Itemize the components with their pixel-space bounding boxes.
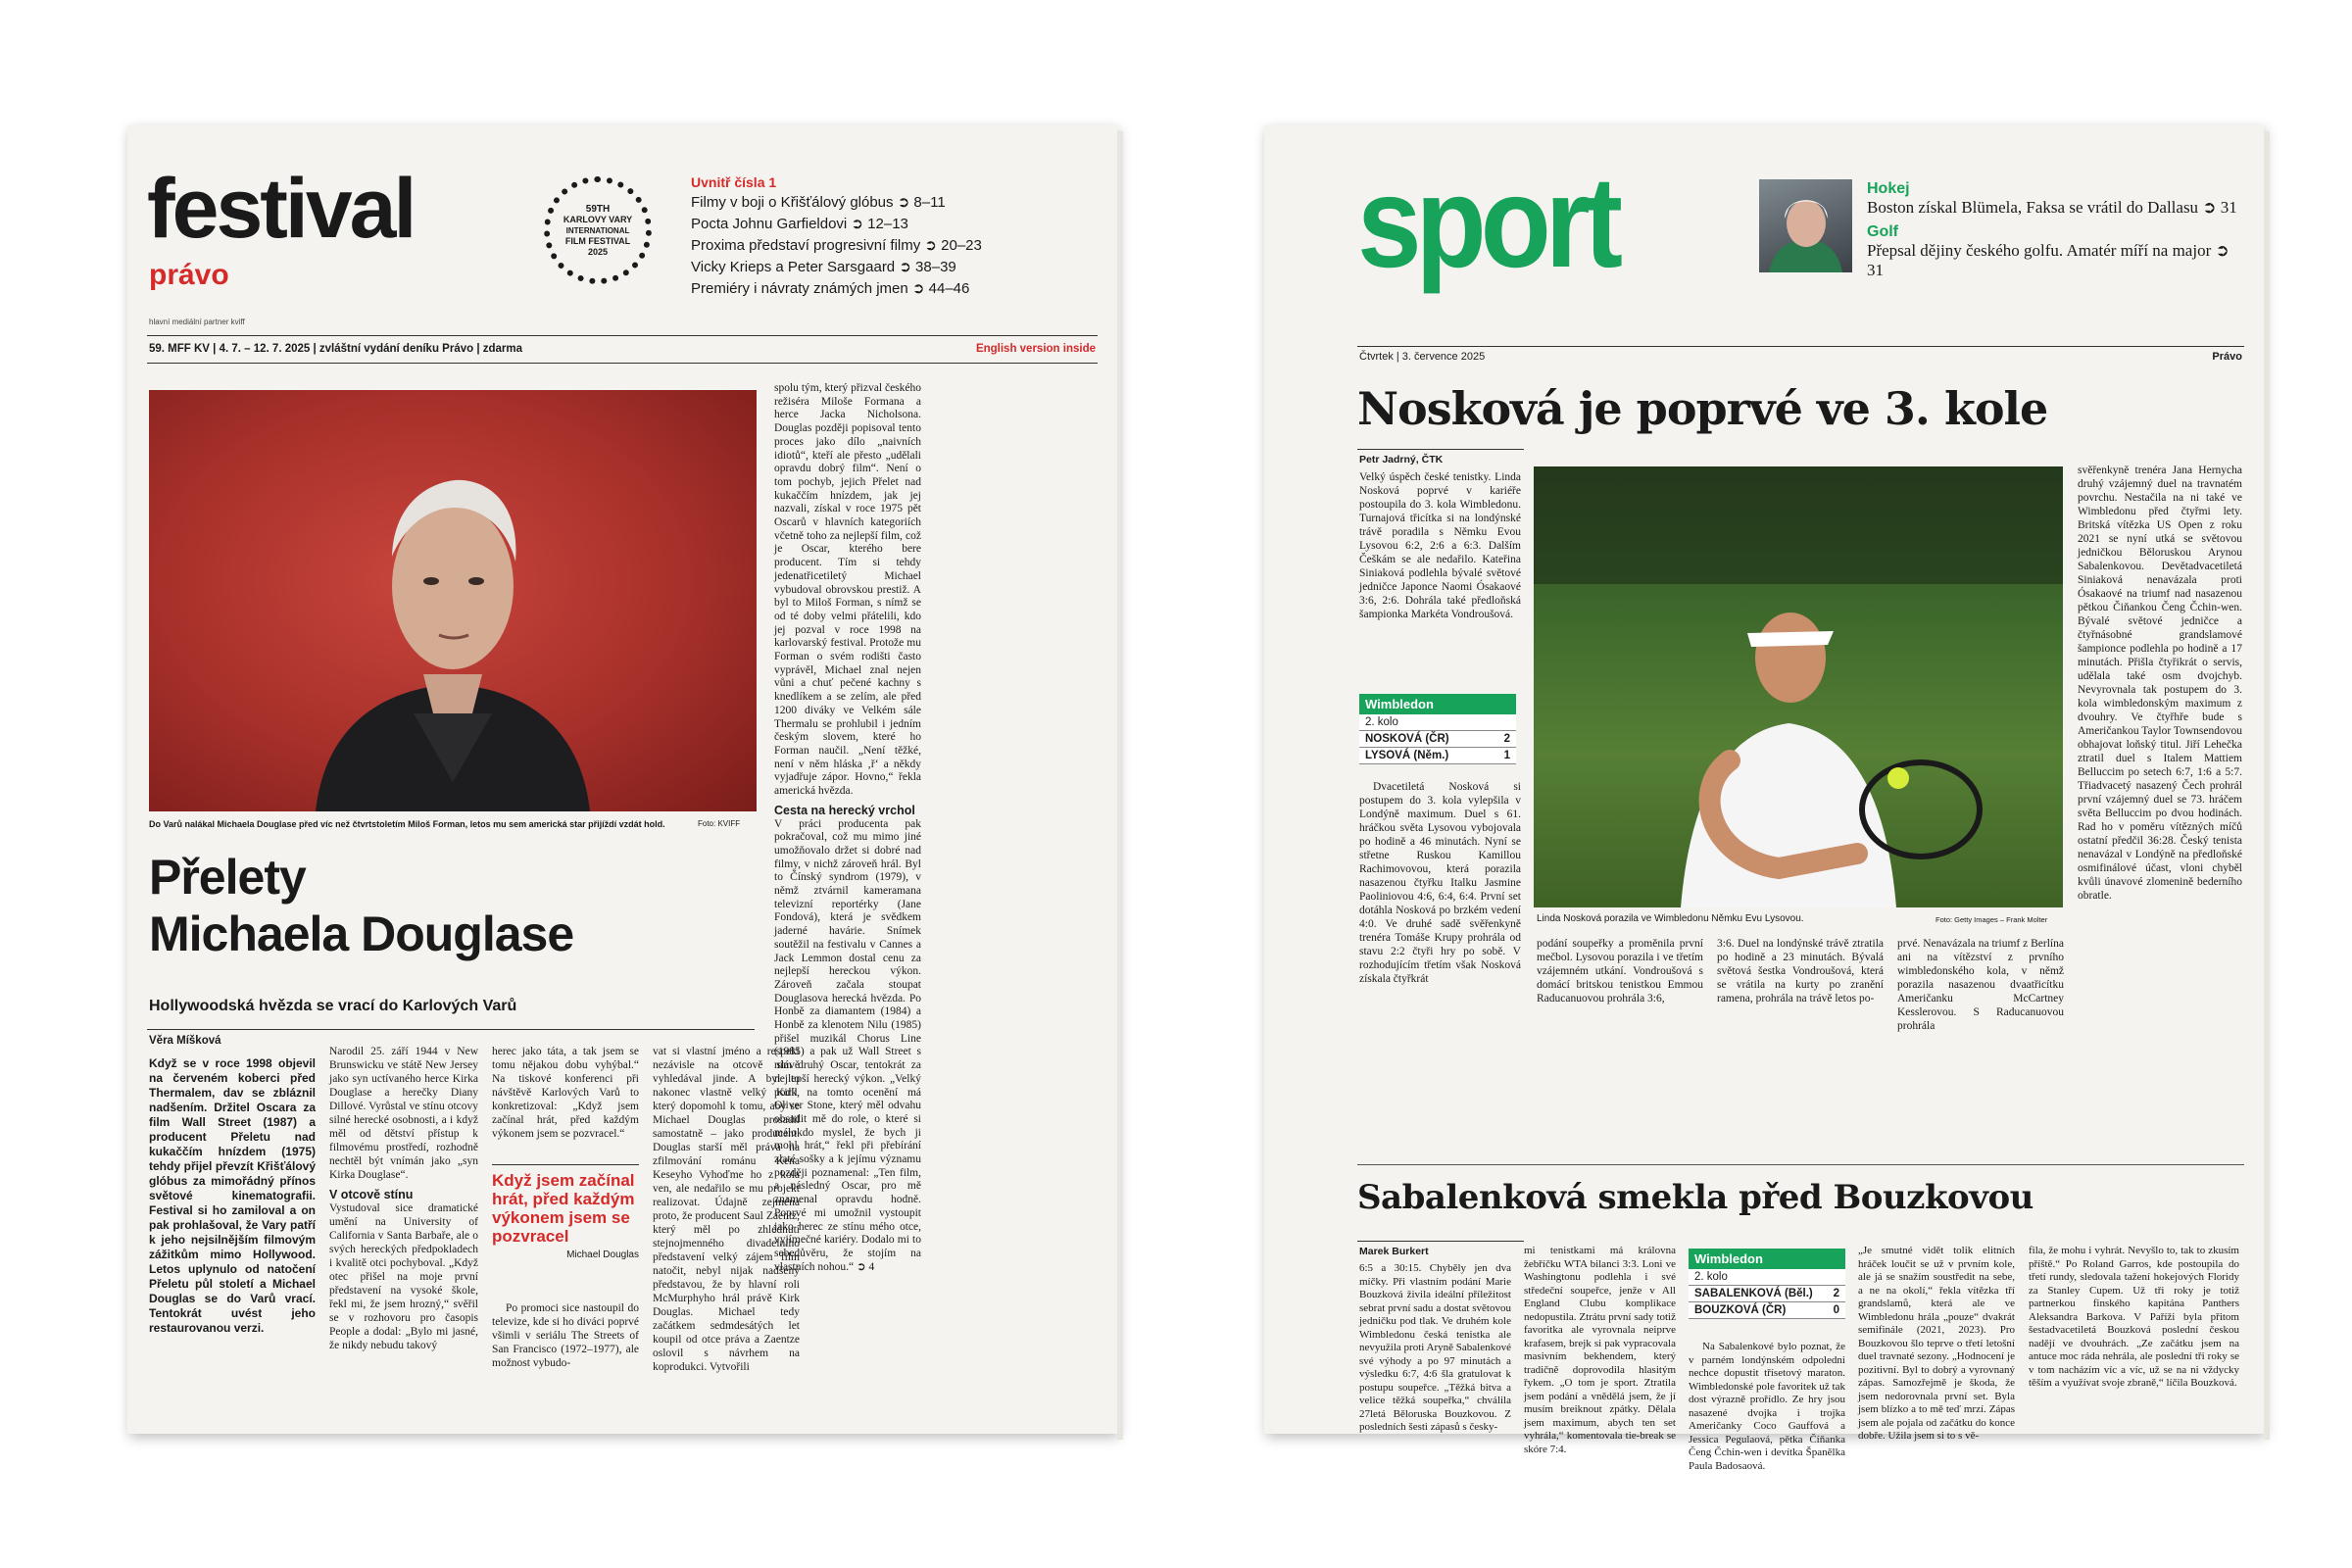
toc-item[interactable]: Pocta Johnu Garfieldovi ➲ 12–13: [691, 216, 908, 232]
photo-credit: Foto: KVIFF: [698, 819, 741, 828]
paragraph: V práci producenta pak pokračoval, což mu mimo jiné umožňovalo držet si dobré nad filmy, v nichž zároveň hrál. Byl to Čínský syndrom (1979), v němž ztvárnil kameramana televizní reportérky (Jane Fondová), která je svědkem jaderné havárie. Snímek soutěžil na festivalu v Cannes a Jack Lemmon dostal cenu za nejlepší hereckou výkon. Zároveň začala stoupat Douglasova herecká hvězda. Po Honbě za diamantem (1984) a Honbě za klenotem Nilu (1985) přišel muzikál Chorus Line (1985) a pak už Wall Street s ním druhý Oscar, tentokrát za nejlepší herecký výkon. „Velký podíl na tomto ocenění má Oliver Stone, který měl odvahu obsadit mě do role, o které si málokdo myslel, že bych ji mohl hrát,“ řekl při přebírání zlaté sošky a k jejímu významu později poznamenal: „Ten film, a následný Oscar, pro mě znamenal opravdu hodně. Poprvé mi umožnil vystoupit jako herec ze stínu mého otce, vyjímečné kariéry. Dodalo mi to sebedůvěru, že stojím na vlastních nohou.“ ➲ 4: [774, 817, 921, 1273]
paragraph: vat si vlastní jméno a respekt nezávisle na otcově slávě vyhledával jinde. A byl to nakonec vlastně velký Kirk, který dopomohl k tomu, aby se Michael Douglas prosadil samostatně – jako producent. Douglas starší měl práva na zfilmování románu Kena Keseyho Vyhoďme ho z kola ven, ale nedařilo se mu projekt realizovat. Údajně zejména proto, že producent Saul Zaentz, který měl po zhlédnutí stejnojmenného divadelního představení velký zájem film natočit, nebyl nijak nadšený představou, že by hlavní roli McMurphyho hrál právě Kirk Douglas. Michael tedy začátkem sedmdesátých let koupil od otce práva a Zaentze oslovil s návrhem na koprodukci. Vytvořili: [653, 1046, 800, 1373]
article-column-3: [492, 1045, 639, 1141]
article2-column-2: [1524, 1245, 1676, 1456]
result-row: LYSOVÁ (Něm.) 1: [1359, 748, 1516, 764]
english-version-link[interactable]: English version inside: [975, 343, 1096, 355]
column-a: [1537, 937, 1703, 1005]
paragraph: Narodil 25. září 1944 v New Brunswicku ve státě New Jersey jako syn uctívaného herce Kirka Douglase a herečky Diany Dillové. Vyrůstal ve stínu otcovy silné herecké osobnosti, a i když měl od dětství přístup k filmovému prostředí, rozhodně nechtěl být vnímán jako „syn Kirka Douglase“.: [329, 1046, 478, 1181]
badge-line: 2025: [587, 246, 609, 257]
badge-line: INTERNATIONAL: [565, 225, 630, 235]
result-row: NOSKOVÁ (ČR) 2: [1359, 731, 1516, 748]
subheading: V otcově stínu: [329, 1188, 414, 1201]
paragraph: Dvacetiletá Nosková si postupem do 3. kola vylepšila v Londýně maximum. Duel s 61. hráčkou světa Lysovou vybojovala po hodině a 46 minutách. Nyní se střetne Ruskou Kamillou Rachimovovou, která porazila nasazenou čtyřku Italku Jasmine Paoliniovou 4:6, 6:4, 6:4. První set dotáhla Nosková po brzkém vedení 4:0. Ve druhé sadě svěřenkyně trenéra Tomáše Krupy prohrála od stavu 2:2 čtyři hry po sobě. V rozhodujícím třetím však Nosková získala čtyřkrát: [1359, 781, 1521, 985]
headline-line-1: Přelety: [149, 850, 306, 905]
hockey-player-illustration: [1759, 179, 1852, 272]
toc: [691, 172, 1102, 300]
paragraph: Po promoci sice nastoupil do televize, kde si ho diváci poprvé všimli v seriálu The Streets of San Francisco (1972–1977), ale možnost vybudo-: [492, 1302, 639, 1369]
article-lead: [149, 1056, 316, 1336]
douglas-photo: [149, 390, 757, 811]
pravo-brand: právo: [149, 259, 229, 291]
teasers: [1867, 180, 2239, 280]
paragraph: mi tenistkami má královna žebříčku WTA bilanci 3:3. Loni ve Washingtonu podlehla i své středeční soupeřce, jenže v All England Clubu komplikace nedopustila. Ztrátu první sady totiž favoritka ale vyrovnala neiprve krafasem, brejk si pak vypracovala masivním bekhendem, který tradičně doprovodila hlasitým řykem. „O tom je sport. Ztratila jsem podání a vnědělá jsem, že jí musím breiknout zpátky. Dělala jsem maximum, abych ten set vyhrála,“ komentovala tie-break se skóre 7:4.: [1524, 1245, 1676, 1455]
column-b: [1717, 937, 1884, 1005]
paragraph: 3:6. Duel na londýnské trávě ztratila po hodině a 23 minutách. Bývalá světová šestka Vondroušová, která se vrátila na kurty po zranění ramena, prohrála na trávě letos po-: [1717, 938, 1884, 1004]
subheading: Cesta na herecký vrchol: [774, 803, 915, 817]
festival-newspaper: [127, 125, 1117, 1434]
article-column-2: [329, 1045, 478, 1352]
result-box-title: Wimbledon: [1359, 694, 1516, 714]
result-round: 2. kolo: [1359, 714, 1516, 731]
badge-line: 59TH: [585, 203, 611, 215]
paragraph: Na Sabalenkové bylo poznat, že v parném londýnském odpoledni nechce dopustit třísetový maraton. Wimbledonské pole favoritek už tak dost výrazně prořídlo. Ze hry jsou nasazené dvojka i trojka Američanky Coco Gauffová a Jessica Pegulaová, pětka Číňanka Čeng Čchin-wen i devítka Španělka Paula Badosaová.: [1689, 1341, 1845, 1472]
paragraph: herec jako táta, a tak jsem se tomu nějakou dobu vyhýbal.“ Na tiskové konferenci při návštěvě Karlových Varů to konkretizoval: „Když jsem začínal hrát, před každým výkonem jsem se pozvracel.“: [492, 1046, 639, 1140]
sport-newspaper: [1264, 125, 2264, 1472]
toc-item[interactable]: Filmy v boji o Křišťálový glóbus ➲ 8–11: [691, 194, 946, 211]
festival-masthead: festival: [147, 162, 415, 256]
photo-credit: Foto: Getty Images – Frank Molter: [1936, 915, 2048, 924]
teaser-text-golf[interactable]: Přepsal dějiny českého golfu. Amatér míří na major ➲ 31: [1867, 241, 2230, 279]
article2-column-1: [1359, 1262, 1511, 1435]
lead-paragraph: Když se v roce 1998 objevil na červeném koberci před Thermalem, dav se zbláznil nadšením. Držitel Oscara za film Wall Street (1987) a producent Přeletu nad kukaččím hnízdem (1975) tehdy přijel převzít Křišťálový glóbus za mimořádný přínos světové kinematografii. Festival si ho zamiloval a on pak prohlašoval, že Vary patří k jeho nejsilnějším filmovým zážitkům mimo Hollywood. Letos uplynulo od natočení Přeletu půl století a Michael Douglas se do Varů vrací. Tentokrát uvést jeho restaurovanou verzi.: [149, 1056, 316, 1335]
badge-line: KARLOVY VARY: [563, 214, 633, 224]
author: Věra Míšková: [149, 1035, 221, 1047]
teaser-text-hockey[interactable]: Boston získal Blümela, Faksa se vrátil do Dallasu ➲ 31: [1867, 198, 2237, 217]
paragraph: fila, že mohu i vyhrát. Nevyšlo to, tak to zkusím příště.“ Po Roland Garros, kde postoupila do třetí rundy, sledovala tažení hokejových Floridy za Stanley Cupem. Už tři roky je totiž partnerkou finského kapitána Panthers Aleksandra Barkova. V Paříži byla přitom šestadvacetiletá Bouzková poslední českou nadějí ve dvouhrách. „Ze začátku jsem na antuce moc ráda nehrála, ale poslední tři roky se v tom nacházím víc a víc, už se na ni vždycky těším a využívat svoje zbraně,“ líčila Bouzková.: [2029, 1245, 2239, 1389]
pull-quote-author: Michael Douglas: [566, 1250, 639, 1260]
toc-item[interactable]: Premiéry i návraty známých jmen ➲ 44–46: [691, 280, 970, 297]
result-round: 2. kolo: [1689, 1269, 1845, 1286]
toc-title: Uvnitř čísla 1: [691, 174, 777, 190]
pull-quote-text: Když jsem začínal hrát, před každým výkonem jsem se pozvracel: [492, 1171, 635, 1246]
article-column-3b: [492, 1301, 639, 1370]
photo-caption: Do Varů nalákal Michaela Douglase před víc než čtvrtstoletím Miloš Forman, letos mu sem americká star přijíždí vzdát hold.: [149, 819, 665, 829]
hockey-teaser-photo: [1759, 179, 1852, 272]
badge-line: FILM FESTIVAL: [564, 235, 631, 246]
result-box-title: Wimbledon: [1689, 1249, 1845, 1269]
paragraph: svěřenkyně trenéra Jana Hernycha druhý vzájemný duel na travnatém povrchu. Nestačila na ni také ve Wimbledonu před čtyřmi lety. Britská vítězka US Open z roku 2021 se nyní utká se světovou jedničkou Běloruskou Arynou Sabalenkovou. Devětadvacetiletá Siniaková nenavázala proti Ósakaové na triumf nad nasazenou pětkou Čiňankou Čeng Čchin-wen. Bývalé světové jedničce a čtyřnásobné grandslamové šampionce podlehla po hodině a 17 minutách. Přišla čtyřikrát o servis, udělala také osm dvojchyb. Nevyrovnala tak postupem do 3. kola wimbledonským maximum z dvouhry. Ve čtyřhře bude s Američankou Taylor Townsendovou obhajovat loňský titul. Jiří Lehečka ztratil duel s Italem Mattiem Belluccim po setech 6:7, 1:6 a 5:7. Třiadvacetý nasazený Čech prohrál první vzájemný duel se 73. hráčem světa Belluccim po dvou hodinách. Rad ho v poměru vítězných míčů ostatní předčil 36:28. Český tenista nenavázal v Londýně na předloňské osmifinálové účast, vloni chyběl kvůli únavové zlomenině bederního obratle.: [2078, 465, 2242, 902]
teaser-label-hockey: Hokej: [1867, 180, 1910, 197]
paragraph: spolu tým, který přizval českého režiséra Miloše Formana a herce Jacka Nicholsona. Douglas později popisoval tento proces jako dílo „naivních idiotů“, kteří ale přesto „udělali opravdu dobrý film“. Není o tom pochyb, jejich Přelet nad kukaččím hnízdem, jak jej nazvali, získal v roce 1975 pět Oscarů v hlavních kategoriích včetně toho za nejlepší film, což je Oscar, kterého bere producent. Tím si tehdy jedenatřicetiletý Michael vybudoval obrovskou prestiž. A byl to Miloš Forman, s nímž se od té doby velmi přátelili, kdo jej pozval v roce 1998 na karlovarský festival. Protože mu Forman o svém rodišti často vyprávěl, Michael znal nejen vůni a chuť pečené kachny s knedlíkem a se zelím, ale před 1200 diváky ve Velkém sále Thermalu se prohlubil i jedním českým slovem, které ho Forman naučil. „Není těžké, není v něm hláska ‚ř‘ a někdy vyjadřuje zápor. Hovno,“ řekla americká hvězda.: [774, 382, 921, 798]
paragraph: podání soupeřky a proměnila první mečbol. Lysovou porazila i ve třetím vzájemném utkání. Vondroušová s domácí britskou tenistkou Emmou Raducanuovou prohrála 3:6,: [1537, 938, 1703, 1004]
paragraph: Velký úspěch české tenistky. Linda Nosková poprvé v kariéře postoupila do 3. kola Wimbledonu. Turnajová třicítka si na londýnské trávě poradila s Němku Evou Lysovou 6:2, 2:6 a 6:3. Dalším Češkám se ale nedařilo. Kateřina Siniaková podlehla bývalé světové jedničce Japonce Naomi Ósakaové 3:6, 2:6. Dohrála také předloňská šampionka Markéta Vondroušová.: [1359, 471, 1521, 620]
brand-subline: hlavní mediální partner kviff: [149, 318, 245, 326]
result-box-sabalenková: [1689, 1249, 1845, 1319]
second-headline: Sabalenková smekla před Bouzkovou: [1357, 1178, 2034, 1217]
paragraph: Vystudoval sice dramatické umění na University of California v Santa Barbaře, ale o svých hereckých předpokladech i kvalitě otci pochyboval. „Když otec přišel na moje první představení na vysoké škole, řekl mi, že jsem hrozný,“ svěřil se v rozhovoru pro časopis People a dodal: „Bylo mi jasné, že nikdy nebudu takový: [329, 1202, 478, 1351]
portrait-illustration: [149, 390, 757, 811]
paragraph: 6:5 a 30:15. Chyběly jen dva míčky. Při vlastním podání Marie Bouzková živila ideální příležitost sebrat první sadu a dostat světovou jedničku pod tlak. Ve druhém kole Wimbledonu česká tenistka ale nevyužila proti Aryně Sabalenkové své výhody a po 97 minutách a výsledku 6:7, 4:6 šla gratulovat k postupu soupeřce. „Těžká bitva a velice těžká soupeřka,“ chválila 27letá Běloruska Bouzkovou. Z posledních šesti zápasů s česky-: [1359, 1262, 1511, 1433]
column-right: [2078, 464, 2242, 903]
photo-caption: Linda Nosková porazila ve Wimbledonu Němku Evu Lysovou.: [1537, 913, 1804, 924]
main-headline: Nosková je poprvé ve 3. kole: [1357, 382, 2048, 435]
toc-item[interactable]: Proxima představí progresivní filmy ➲ 20–23: [691, 237, 982, 254]
article-column-4: [653, 1045, 800, 1374]
teaser-label-golf: Golf: [1867, 223, 1898, 240]
paragraph: prvé. Nenavázala na triumf z Berlína ani na vítězství z prvního wimbledonského kola, v němž porazila nasazenou dvaatřicítku Američanku McCartney Kesslerovou. S Raducanuovou prohrála: [1897, 938, 2064, 1032]
result-row: BOUZKOVÁ (ČR) 0: [1689, 1302, 1845, 1319]
tennis-player-illustration: [1534, 466, 2063, 907]
subheadline: Hollywoodská hvězda se vrací do Karlových Varů: [149, 998, 517, 1014]
headline-line-2: Michaela Douglase: [149, 906, 574, 961]
paragraph: „Je smutné vidět tolik elitních hráček loučit se už v prvním kole, ale já se snažím soustředit na sebe, a ne na okolí,“ řekla vítězka tří grandslamů, která ale ve Wimbledonu hrála „pouze“ dvakrát semifinále (2021, 2023). Pro Bouzkovou šlo teprve o třetí letošní duel travnaté sezony. „Hodnocení je pozitivní. Byl to dobrý a vyrovnaný zápas. Samozřejmě je škoda, že jsem nedorovnala první set. Byla jsem blízko a to mě teď mrzí. Zápas jsem ale pojala od začátku do konce dobře. Užila jsem si to s vě-: [1858, 1245, 2015, 1442]
pull-quote: [492, 1164, 639, 1260]
result-row: SABALENKOVÁ (Běl.) 2: [1689, 1286, 1845, 1302]
toc-item[interactable]: Vicky Krieps a Peter Sarsgaard ➲ 38–39: [691, 259, 956, 275]
festival-badge: [544, 176, 652, 284]
issue-date: Čtvrtek | 3. července 2025: [1359, 351, 1486, 363]
lead-column: [1359, 470, 1521, 621]
article2-column-4: [1858, 1245, 2015, 1444]
sport-masthead: sport: [1357, 150, 1617, 296]
column-1b: [1359, 780, 1521, 986]
article2-column-5: [2029, 1245, 2239, 1391]
article2-column-3: [1689, 1341, 1845, 1473]
result-box-nosková: [1359, 694, 1516, 764]
edition-line: 59. MFF KV | 4. 7. – 12. 7. 2025 | zvláštní vydání deníku Právo | zdarma: [149, 343, 523, 355]
nosková-photo: [1534, 466, 2063, 907]
author: Marek Burkert: [1359, 1246, 1429, 1257]
column-c: [1897, 937, 2064, 1033]
author: Petr Jadrný, ČTK: [1359, 454, 1444, 466]
issue-brand: Právo: [2212, 351, 2242, 363]
